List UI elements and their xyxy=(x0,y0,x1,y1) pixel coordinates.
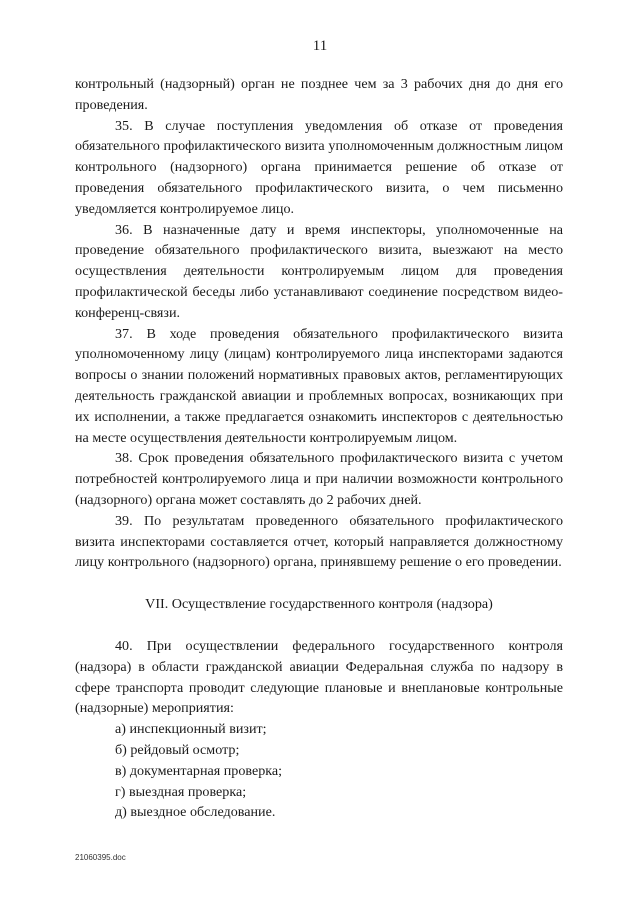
list-item: а) инспекционный визит; xyxy=(115,721,267,738)
list-item: в) документарная проверка; xyxy=(115,762,283,779)
section-heading: VII. Осуществление государственного контроля (надзора) xyxy=(145,596,493,613)
list-item: б) рейдовый осмотр; xyxy=(115,741,240,758)
list-item: г) выездная проверка; xyxy=(115,783,247,800)
paragraph-39: 39. По результатам проведенного обязательного профилактического визита инспекторами составляется отчет, который направляется должностному лицу контрольного (надзорного) органа, принявшему решение о его проведении. xyxy=(75,512,563,571)
paragraph-38: 38. Срок проведения обязательного профилактического визита с учетом потребностей контролируемого лица и при наличии возможности контрольного (надзорного) органа может составлять до 2 рабочих дней. xyxy=(75,450,563,508)
file-name-footer: 21060395.doc xyxy=(75,853,126,862)
document-body xyxy=(75,74,563,823)
paragraph-36: 36. В назначенные дату и время инспекторы, уполномоченные на проведение обязательного профилактического визита, выезжают на место осуществления деятельности контролируемым лицом для проведения профилактической беседы либо устанавливают соединение посредством видео-конференц-связи. xyxy=(75,221,563,321)
paragraph-continuation: контрольный (надзорный) орган не позднее чем за 3 рабочих дня до дня его проведения. xyxy=(75,76,563,113)
paragraph-37: 37. В ходе проведения обязательного профилактического визита уполномоченному лицу (лицам) контролируемого лица инспекторами задаются вопросы о знании положений нормативных правовых актов, регламентирующих деятельность гражданской авиации и проблемных вопросах, возникающих при их исполнении, а также предлагается ознакомить инспекторов с деятельностью на месте осуществления деятельности контролируемым лицом. xyxy=(75,325,563,446)
paragraph-35: 35. В случае поступления уведомления об отказе от проведения обязательного профилактического визита уполномоченным должностным лицом контрольного (надзорного) органа принимается решение об отказе от проведения обязательного профилактического визита, о чем письменно уведомляется контролируемое лицо. xyxy=(75,117,563,217)
list-item: д) выездное обследование. xyxy=(115,804,276,821)
page-number: 11 xyxy=(312,38,328,54)
paragraph-40: 40. При осуществлении федерального государственного контроля (надзора) в области гражданской авиации Федеральная служба по надзору в сфере транспорта проводит следующие плановые и внеплановые контрольные (надзорные) мероприятия: xyxy=(75,637,563,717)
